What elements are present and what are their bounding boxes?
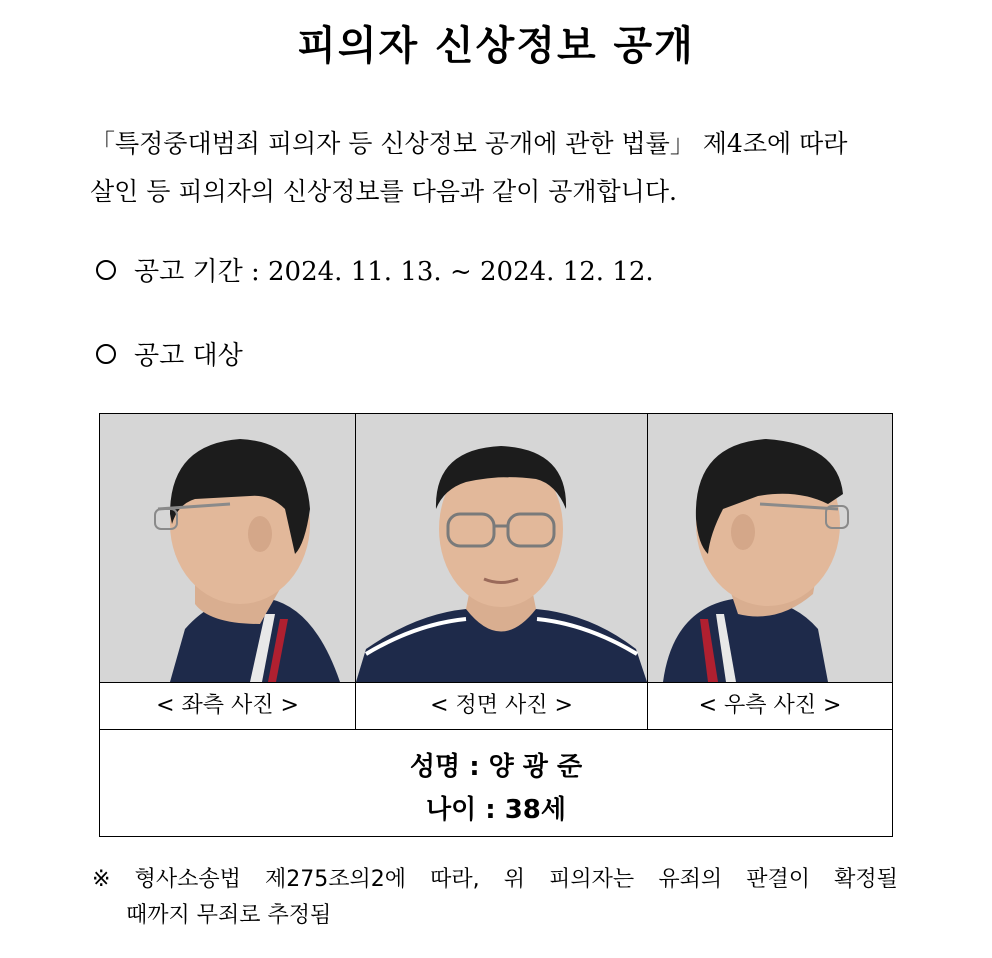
presumption-note	[92, 862, 898, 934]
note-word: 판결이	[746, 867, 810, 892]
front-photo	[356, 414, 648, 682]
left-photo-caption: < 좌측 사진 >	[100, 683, 356, 729]
circle-bullet-icon	[96, 344, 116, 364]
notice-period	[96, 251, 654, 288]
left-profile-image	[100, 414, 355, 682]
notice-target-text: 공고 대상	[134, 341, 243, 371]
suspect-info-table	[99, 413, 893, 837]
page-title: 피의자 신상정보 공개	[297, 23, 695, 69]
notice-period-text: 공고 기간 : 2024. 11. 13. ~ 2024. 12. 12.	[134, 257, 654, 287]
left-profile-photo	[100, 414, 356, 682]
photo-caption-row	[100, 682, 892, 730]
right-profile-photo	[648, 414, 892, 682]
note-word: ※	[92, 867, 111, 892]
front-photo-caption: < 정면 사진 >	[356, 683, 648, 729]
note-word: 따라,	[430, 867, 480, 892]
intro-line-1: 「특정중대범죄 피의자 등 신상정보 공개에 관한 법률」 제4조에 따라	[90, 129, 848, 158]
notice-target	[96, 335, 243, 372]
note-word: 형사소송법	[134, 867, 241, 892]
right-profile-image	[648, 414, 892, 682]
note-word: 확정될	[834, 867, 898, 892]
right-photo-caption: < 우측 사진 >	[698, 693, 842, 718]
intro-text	[90, 120, 910, 216]
note-word: 제275조의2에	[264, 867, 406, 892]
note-line-1	[92, 862, 898, 898]
note-line-2: 때까지 무죄로 추정됨	[126, 903, 332, 928]
suspect-name: 성명 : 양 광 준	[409, 752, 583, 782]
suspect-details	[100, 730, 892, 836]
note-word: 위	[503, 867, 526, 892]
suspect-age: 나이 : 38세	[425, 795, 567, 825]
note-word: 유죄의	[658, 867, 723, 892]
front-face-image	[356, 414, 647, 682]
circle-bullet-icon	[96, 260, 116, 280]
intro-line-2: 살인 등 피의자의 신상정보를 다음과 같이 공개합니다.	[90, 177, 677, 206]
note-word: 피의자는	[549, 867, 635, 892]
